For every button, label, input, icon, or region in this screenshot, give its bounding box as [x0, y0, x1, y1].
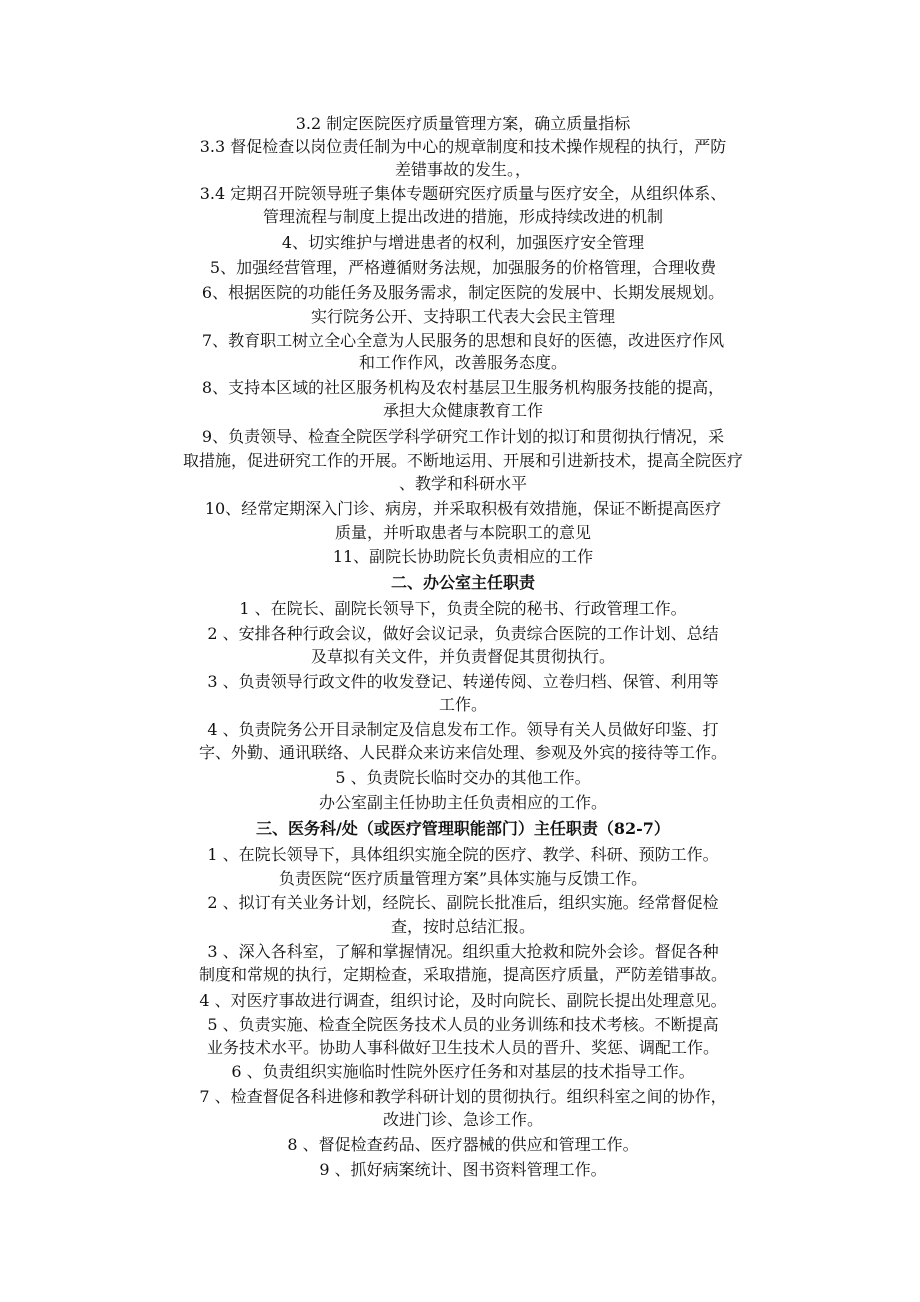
text-line: 3.2 制定医院医疗质量管理方案，确立质量指标	[295, 114, 631, 133]
text-line: 实行院务公开、支持职工代表大会民主管理	[310, 307, 615, 326]
text-line: 差错事故的发生。，	[394, 160, 531, 179]
text-line: 和工作作风，改善服务态度。	[358, 353, 567, 372]
text-line: 8 、督促检查药品、医疗器械的供应和管理工作。	[287, 1135, 639, 1154]
text-line: 字、外勤、通讯联络、人民群众来访来信处理、参观及外宾的接待等工作。	[198, 743, 727, 762]
text-line: 3.4 定期召开院领导班子集体专题研究医疗质量与医疗安全，从组织体系、	[199, 184, 727, 203]
text-line: 1 、在院长、副院长领导下，负责全院的秘书、行政管理工作。	[239, 599, 687, 618]
text-line: 工作。	[438, 695, 487, 714]
text-line: 3 、负责领导行政文件的收发登记、转递传阅、立卷归档、保管、利用等	[207, 672, 719, 691]
text-line: 7、教育职工树立全心全意为人民服务的思想和良好的医德，改进医疗作风	[201, 331, 725, 350]
text-line: 取措施，促进研究工作的开展。不断地运用、开展和引进新技术，提高全院医疗	[182, 451, 743, 470]
text-line: 及草拟有关文件，并负责督促其贯彻执行。	[310, 647, 615, 666]
text-line: 8、支持本区域的社区服务机构及农村基层卫生服务机构服务技能的提高，	[201, 378, 725, 397]
text-line: 5 、负责实施、检查全院医务技术人员的业务训练和技术考核。不断提高	[207, 1015, 719, 1034]
text-line: 1 、在院长领导下，具体组织实施全院的医疗、教学、科研、预防工作。	[207, 845, 719, 864]
text-line: 11、副院长协助院长负责相应的工作	[332, 547, 594, 566]
text-line: 5 、负责院长临时交办的其他工作。	[335, 768, 591, 787]
text-line: 9 、抓好病案统计、图书资料管理工作。	[319, 1160, 607, 1179]
text-line: 3 、深入各科室，了解和掌握情况。组织重大抢救和院外会诊。督促各种	[207, 942, 719, 961]
text-line: 改进门诊、急诊工作。	[382, 1110, 543, 1129]
section-heading: 三、医务科/处（或医疗管理职能部门）主任职责（82-7）	[256, 819, 670, 838]
text-line: 3.3 督促检查以岗位责任制为中心的规章制度和技术操作规程的执行，严防	[199, 137, 727, 156]
text-line: 制度和常规的执行，定期检查，采取措施，提高医疗质量，严防差错事故。	[198, 965, 727, 984]
text-line: 4 、对医疗事故进行调查，组织讨论，及时向院长、副院长提出处理意见。	[199, 991, 727, 1010]
text-line: 2 、拟订有关业务计划，经院长、副院长批准后，组织实施。经常督促检	[207, 893, 719, 912]
text-line: 业务技术水平。协助人事科做好卫生技术人员的晋升、奖惩、调配工作。	[206, 1038, 719, 1057]
text-line: 4 、负责院务公开目录制定及信息发布工作。领导有关人员做好印鉴、打	[207, 720, 719, 739]
text-line: 、教学和科研水平	[398, 474, 527, 493]
text-line: 4、切实维护与增进患者的权利，加强医疗安全管理	[281, 233, 645, 252]
text-line: 5、加强经营管理，严格遵循财务法规，加强服务的价格管理，合理收费	[209, 258, 717, 277]
text-line: 管理流程与制度上提出改进的措施，形成持续改进的机制	[262, 207, 663, 226]
text-line: 9、负责领导、检查全院医学科学研究工作计划的拟订和贯彻执行情况，采	[201, 427, 725, 446]
text-line: 查，按时总结汇报。	[390, 917, 535, 936]
text-line: 2 、安排各种行政会议，做好会议记录，负责综合医院的工作计划、总结	[207, 624, 719, 643]
section-heading: 二、办公室主任职责	[390, 573, 535, 592]
text-line: 6、根据医院的功能任务及服务需求，制定医院的发展中、长期发展规划。	[201, 283, 725, 302]
text-line: 6 、负责组织实施临时性院外医疗任务和对基层的技术指导工作。	[231, 1062, 695, 1081]
text-line: 办公室副主任协助主任负责相应的工作。	[318, 793, 607, 812]
text-line: 承担大众健康教育工作	[382, 401, 543, 420]
text-line: 负责医院“医疗质量管理方案”具体实施与反馈工作。	[278, 869, 648, 888]
text-line: 7 、检查督促各科进修和教学科研计划的贯彻执行。组织科室之间的协作，	[199, 1087, 727, 1106]
text-line: 10、经常定期深入门诊、病房，并采取积极有效措施，保证不断提高医疗	[204, 499, 722, 518]
text-line: 质量，并听取患者与本院职工的意见	[334, 523, 591, 542]
